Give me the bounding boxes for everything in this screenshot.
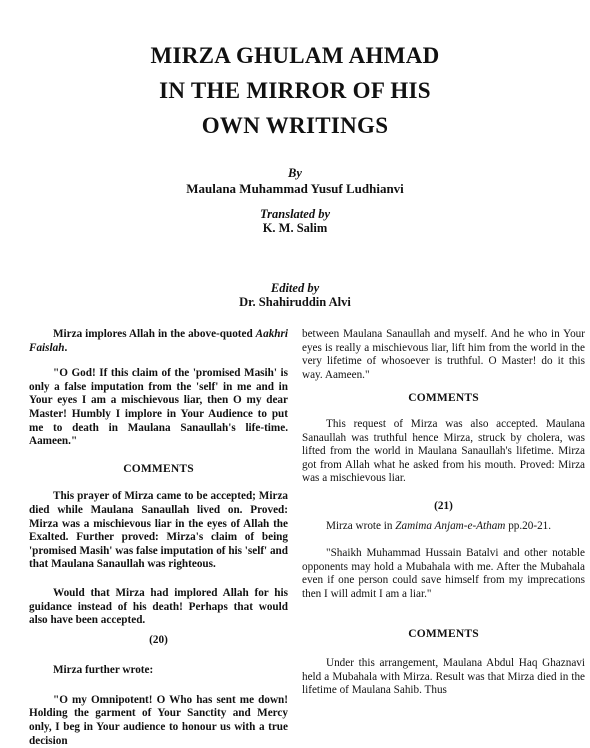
left-paragraph-4: Would that Mirza had implored Allah for his guidance instead of his death! Perhaps that would also have been accepted. [29, 586, 288, 627]
book-title-aakhri-faislah: Aakhri Faislah [29, 328, 288, 354]
left-p1-text: Mirza implores Allah in the above-quoted [53, 328, 256, 340]
left-paragraph-5: Mirza further wrote: [53, 664, 154, 677]
editor-name: Dr. Shahiruddin Alvi [239, 295, 351, 309]
by-label: By [288, 166, 302, 180]
right-paragraph-2: This request of Mirza was also accepted. Maulana Sanaullah was truthful hence Mirza, struck by cholera, was lifted from the world in Maulana Sanaullah's lifetime. Mirza got from Allah what he asked from his mouth. Proved: Mirza was a mischievous liar. [302, 417, 585, 485]
left-paragraph-2: "O God! If this claim of the 'promised Masih' is only a false imputation from the 'self' in me and in Your eyes I am a mischievous liar, then O my dear Master! Humbly I implore in Your Audience to put me to death in Maulana Sanaullah's life-time. Aameen." [29, 367, 288, 448]
translator-name: K. M. Salim [262, 221, 328, 235]
right-column [302, 328, 585, 698]
edited-by-label: Edited by [270, 281, 320, 295]
right-paragraph-5: Under this arrangement, Maulana Abdul Haq Ghaznavi held a Mubahala with Mirza. Result was that Mirza died in the lifetime of Maulana Sahib. Thus [302, 657, 585, 697]
title-line-2: IN THE MIRROR OF HIS [159, 78, 431, 103]
left-paragraph-1 [29, 328, 288, 355]
book-title-zamima-anjam-e-atham: Zamima Anjam-e-Atham [395, 519, 506, 532]
right-p3-text: Mirza wrote in [326, 519, 396, 532]
left-paragraph-6: "O my Omnipotent! O Who has sent me down! Holding the garment of Your Sanctity and Mercy only, I beg in Your audience to honour us with a true decision [29, 693, 288, 747]
document-title [0, 38, 590, 143]
right-section-number: (21) [434, 499, 453, 512]
right-paragraph-4: "Shaikh Muhammad Hussain Batalvi and other notable opponents may hold a Mubahala with me. After the Mubahala even if one person could save himself from my imprecations then I will admit I am a liar." [302, 547, 585, 600]
translated-by-label: Translated by [259, 207, 331, 221]
right-p3-end: pp.20-21. [505, 519, 552, 532]
author-name: Maulana Muhammad Yusuf Ludhianvi [186, 181, 404, 196]
title-line-1: MIRZA GHULAM AHMAD [150, 43, 440, 68]
left-comments-heading: COMMENTS [123, 462, 194, 475]
right-comments-heading-1: COMMENTS [408, 392, 479, 405]
left-column [29, 328, 288, 748]
left-p1-end: . [64, 341, 68, 354]
left-paragraph-3: This prayer of Mirza came to be accepted; Mirza died while Maulana Sanaullah lived on. Proved: Mirza was a mischievous liar in the eyes of Allah the Exalted. Further proved: Mirza's claim of being 'promised Masih' was false imputation of his 'self' and that Maulana Sanaullah was righteous. [29, 490, 289, 571]
right-paragraph-3 [302, 520, 585, 534]
right-comments-heading-2: COMMENTS [408, 627, 479, 640]
left-section-number: (20) [149, 633, 168, 646]
title-line-3: OWN WRITINGS [201, 113, 389, 138]
right-paragraph-1: between Maulana Sanaullah and myself. And he who in Your eyes is really a mischievous liar, lift him from the world in the very lifetime of whosoever is truthful. O Master! do it this way. Aameen." [302, 328, 585, 381]
